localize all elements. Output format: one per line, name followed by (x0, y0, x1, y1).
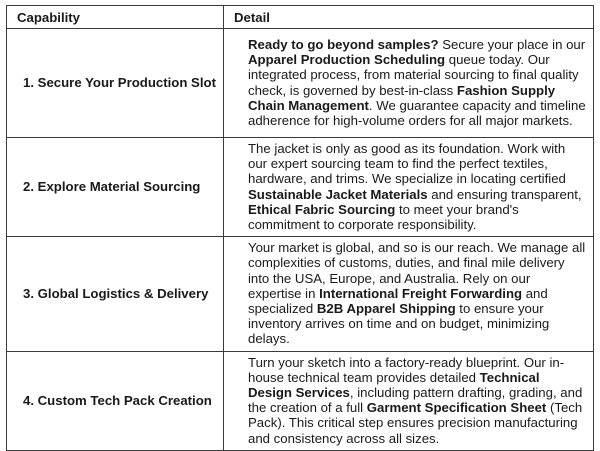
header-capability: Capability (7, 6, 224, 29)
detail-segment: to ensure your inventory arrives on time and on budget, minimizing delays. (248, 301, 550, 347)
detail-cell (224, 29, 594, 138)
detail-segment: B2B Apparel Shipping (316, 301, 456, 317)
detail-segment: (Tech Pack). This critical step ensures precision manufacturing and consistency across all sizes. (248, 400, 583, 446)
detail-segment: Secure your place in our (438, 36, 586, 52)
detail-cell (224, 237, 594, 351)
detail-segment: , including pattern drafting, grading, and the creation of a full (248, 385, 583, 416)
detail-cell (224, 138, 594, 237)
detail-segment: Technical Design Services (248, 369, 540, 401)
detail-segment: to meet your brand's commitment to corporate responsibility. (248, 201, 519, 233)
detail-segment: Fashion Supply Chain Management (248, 82, 556, 113)
detail-segment: Your market is global, and so is our reach. We manage all complexities of customs, duties, and final mile delivery into the USA, Europe, and Australia. Rely on our expertise in (248, 240, 586, 301)
table-header-row (7, 6, 594, 29)
capability-cell: 2. Explore Material Sourcing (7, 138, 224, 237)
capability-table (6, 5, 594, 451)
detail-segment: The jacket is only as good as its foundation. Work with our expert sourcing team to find the perfect textiles, hardware, and trims. We specialize in locating certified (248, 141, 566, 187)
table-row (7, 29, 594, 138)
detail-segment: Sustainable Jacket Materials (248, 186, 428, 202)
table-row (7, 138, 594, 237)
header-detail: Detail (224, 6, 594, 29)
detail-segment: and specialized (248, 285, 548, 317)
detail-segment: Ready to go beyond samples? (248, 36, 439, 52)
detail-segment: Garment Specification Sheet (366, 400, 547, 416)
capability-cell: 1. Secure Your Production Slot (7, 29, 224, 138)
detail-segment: Turn your sketch into a factory-ready blueprint. Our in-house technical team provides detailed (248, 354, 565, 385)
detail-segment: queue today. Our integrated process, from material sourcing to final quality check, is governed by best-in-class (248, 52, 579, 98)
detail-segment: Ethical Fabric Sourcing (248, 201, 396, 217)
detail-segment: and ensuring transparent, (427, 186, 582, 202)
table-row (7, 351, 594, 450)
capability-cell: 3. Global Logistics & Delivery (7, 237, 224, 351)
capability-cell: 4. Custom Tech Pack Creation (7, 351, 224, 450)
detail-segment: . We guarantee capacity and timeline adherence for high-volume orders for all major markets. (248, 97, 586, 128)
detail-segment: International Freight Forwarding (319, 285, 523, 301)
detail-cell (224, 351, 594, 450)
detail-segment: Apparel Production Scheduling (248, 52, 446, 68)
table-row (7, 237, 594, 351)
